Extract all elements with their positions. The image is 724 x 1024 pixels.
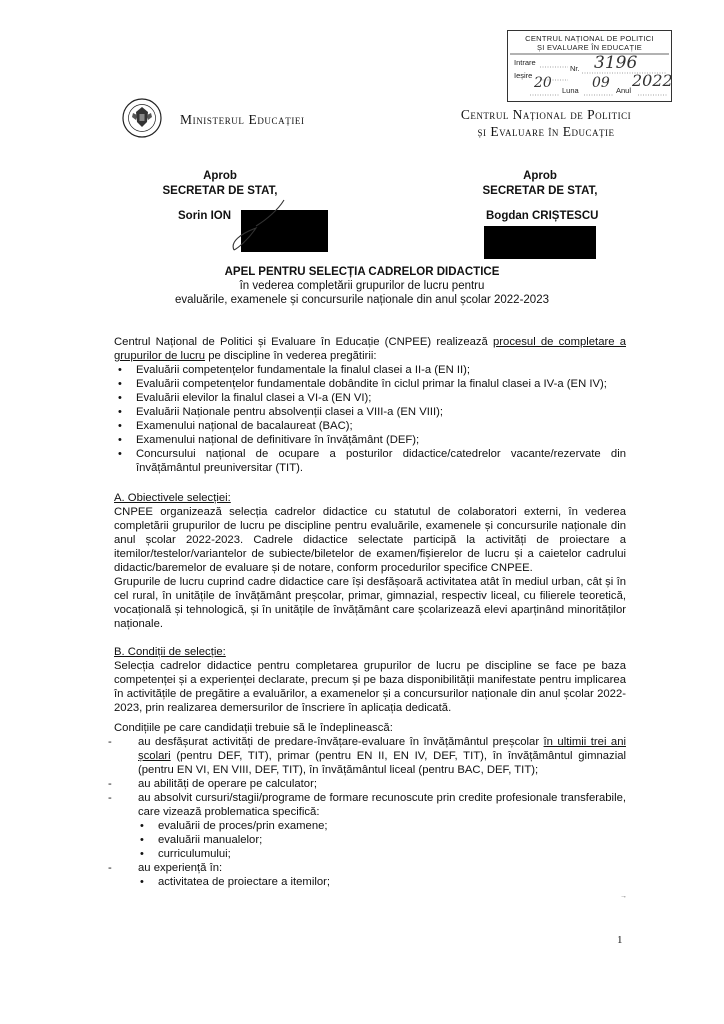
stamp-luna-label: Luna: [562, 86, 579, 95]
left-signature: [226, 196, 296, 256]
registration-stamp: [507, 30, 672, 102]
section-b-heading: B. Condiții de selecție:: [114, 646, 226, 658]
document-title: [0, 265, 724, 307]
intro-text-underlined: procesul de completare a grupurilor de lucru: [114, 336, 626, 362]
intro-text-b: pe discipline în vederea pregătirii:: [205, 350, 377, 362]
section-a-paragraph-2: Grupurile de lucru cuprind cadre didactice care își desfășoară activitatea atât în mediul urban, cât și în cel rural, în unitățile de învățământ preșcolar, primar, gimnazial, respectiv liceal, cu filierele teoretică, vocațională și tehnologică, și în unitățile de învățământ care școlarizează elevi aparținând minorităților naționale.: [114, 576, 626, 630]
redaction-box-right: [484, 226, 596, 259]
section-a: [114, 491, 626, 631]
left-approval: [150, 169, 290, 199]
condition-3-sub-item: • curriculumului;: [114, 847, 626, 861]
left-signatory-name: Sorin ION: [178, 210, 232, 222]
condition-4: - au experiență în:: [114, 861, 626, 875]
condition-3-sub-list: [114, 819, 626, 861]
scan-mark: →: [620, 893, 627, 900]
government-seal-logo: [122, 98, 162, 138]
intro-bullet-item: • Examenului național de definitivare în învățământ (DEF);: [114, 433, 626, 447]
intro-section: [114, 335, 626, 475]
condition-2: - au abilități de operare pe calculator;: [114, 777, 626, 791]
stamp-intrare-label: Intrare: [514, 58, 536, 67]
left-role: SECRETAR DE STAT,: [162, 185, 278, 197]
intro-text-a: Centrul Național de Politici și Evaluare în Educație (CNPEE) realizează: [114, 336, 493, 348]
right-signatory-name: Bogdan CRIȘTESCU: [486, 210, 599, 222]
intro-bullet-list: [114, 363, 626, 475]
stamp-ziua-value: 20: [534, 75, 552, 91]
stamp-lines: [508, 31, 671, 101]
title-main: APEL PENTRU SELECȚIA CADRELOR DIDACTICE: [224, 266, 500, 278]
cnpee-line-1: Centrul Național de Politici: [460, 107, 632, 122]
left-aprob-label: Aprob: [203, 170, 237, 182]
intro-paragraph: [114, 335, 626, 363]
intro-bullet-item: • Evaluării Naționale pentru absolvenții clasei a VIII-a (EN VIII);: [114, 405, 626, 419]
stamp-anul-value: 2022: [632, 71, 673, 90]
title-sub-2: evaluările, examenele și concursurile naționale din anul școlar 2022-2023: [175, 294, 549, 306]
intro-bullet-item: • Examenului național de bacalaureat (BAC);: [114, 419, 626, 433]
condition-1-text-b: (pentru DEF, TIT), primar (pentru EN II, EN IV, DEF, TIT), în învățământul gimnazial (pentru EN VI, EN VIII, DEF, TIT), în învățământul liceal (pentru BAC, DEF, TIT);: [138, 750, 626, 776]
intro-bullet-item: • Evaluării elevilor la finalul clasei a VI-a (EN VI);: [114, 391, 626, 405]
stamp-line-2: ȘI EVALUARE ÎN EDUCAȚIE: [536, 43, 643, 52]
cnpee-header: [441, 106, 651, 140]
intro-bullet-item: • Evaluării competențelor fundamentale dobândite în ciclul primar la finalul clasei a IV-a (EN IV);: [114, 377, 626, 391]
cnpee-line-2: și Evaluare în Educație: [477, 124, 615, 139]
stamp-nr-label: Nr.: [570, 64, 580, 73]
right-approval: [470, 169, 610, 199]
stamp-nr-value: 3196: [594, 53, 638, 73]
condition-4-sub-item: • activitatea de proiectare a itemilor;: [114, 875, 626, 889]
condition-3-sub-item: • evaluării manualelor;: [114, 833, 626, 847]
section-b-paragraph-1: Selecția cadrelor didactice pentru completarea grupurilor de lucru pe discipline se face pe baza competenței și a experienței declarate, precum și pe baza disponibilității manifestate pentru implicarea în activitățile de pregătire a evaluărilor, a examenelor și a concursurilor naționale din anul școlar 2022-2023, prin realizarea demersurilor de înscriere în aplicația dedicată.: [114, 660, 626, 714]
conditions-intro: Condițiile pe care candidații trebuie să le îndeplinească:: [114, 722, 393, 734]
title-sub-1: în vederea completării grupurilor de lucru pentru: [239, 280, 485, 292]
condition-4-sub-list: [114, 875, 626, 889]
intro-bullet-item: • Evaluării competențelor fundamentale la finalul clasei a II-a (EN II);: [114, 363, 626, 377]
right-role: SECRETAR DE STAT,: [482, 185, 598, 197]
intro-bullet-item: • Concursului național de ocupare a posturilor didactice/catedrelor vacante/rezervate din învățământul preuniversitar (TIT).: [114, 447, 626, 475]
stamp-iesire-label: Ieșire: [514, 71, 533, 80]
condition-3: - au absolvit cursuri/stagii/programe de formare recunoscute prin credite profesionale transferabile, care vizează problematica specifică:: [114, 791, 626, 819]
stamp-anul-label: Anul: [616, 86, 632, 95]
condition-1-underlined: în ultimii trei ani școlari: [138, 736, 626, 762]
section-a-heading: A. Obiectivele selecției:: [114, 492, 231, 504]
ministry-name: Ministerul Educației: [180, 112, 305, 127]
stamp-line-1: CENTRUL NAȚIONAL DE POLITICI: [525, 34, 654, 43]
section-b: [114, 645, 626, 889]
right-aprob-label: Aprob: [523, 170, 557, 182]
page-number: 1: [617, 934, 623, 946]
stamp-luna-value: 09: [592, 75, 610, 91]
condition-1-text-a: au desfășurat activități de predare-învățare-evaluare în învățământul preșcolar: [138, 736, 544, 748]
condition-1: [114, 735, 626, 777]
condition-3-sub-item: • evaluării de proces/prin examene;: [114, 819, 626, 833]
section-a-paragraph-1: CNPEE organizează selecția cadrelor didactice cu statutul de colaboratori externi, în vederea completării grupurilor de lucru pe discipline pentru evaluările, examenele și concursurile naționale din anul școlar 2022-2023. Cadrele didactice selectate participă la activități de proiectare a itemilor/testelor/variantelor de subiecte/biletelor de examen/fișierelor de lucru și a caietelor cadrului didactic/baremelor de evaluare și de notare, conform procedurilor specifice CNPEE.: [114, 506, 626, 574]
